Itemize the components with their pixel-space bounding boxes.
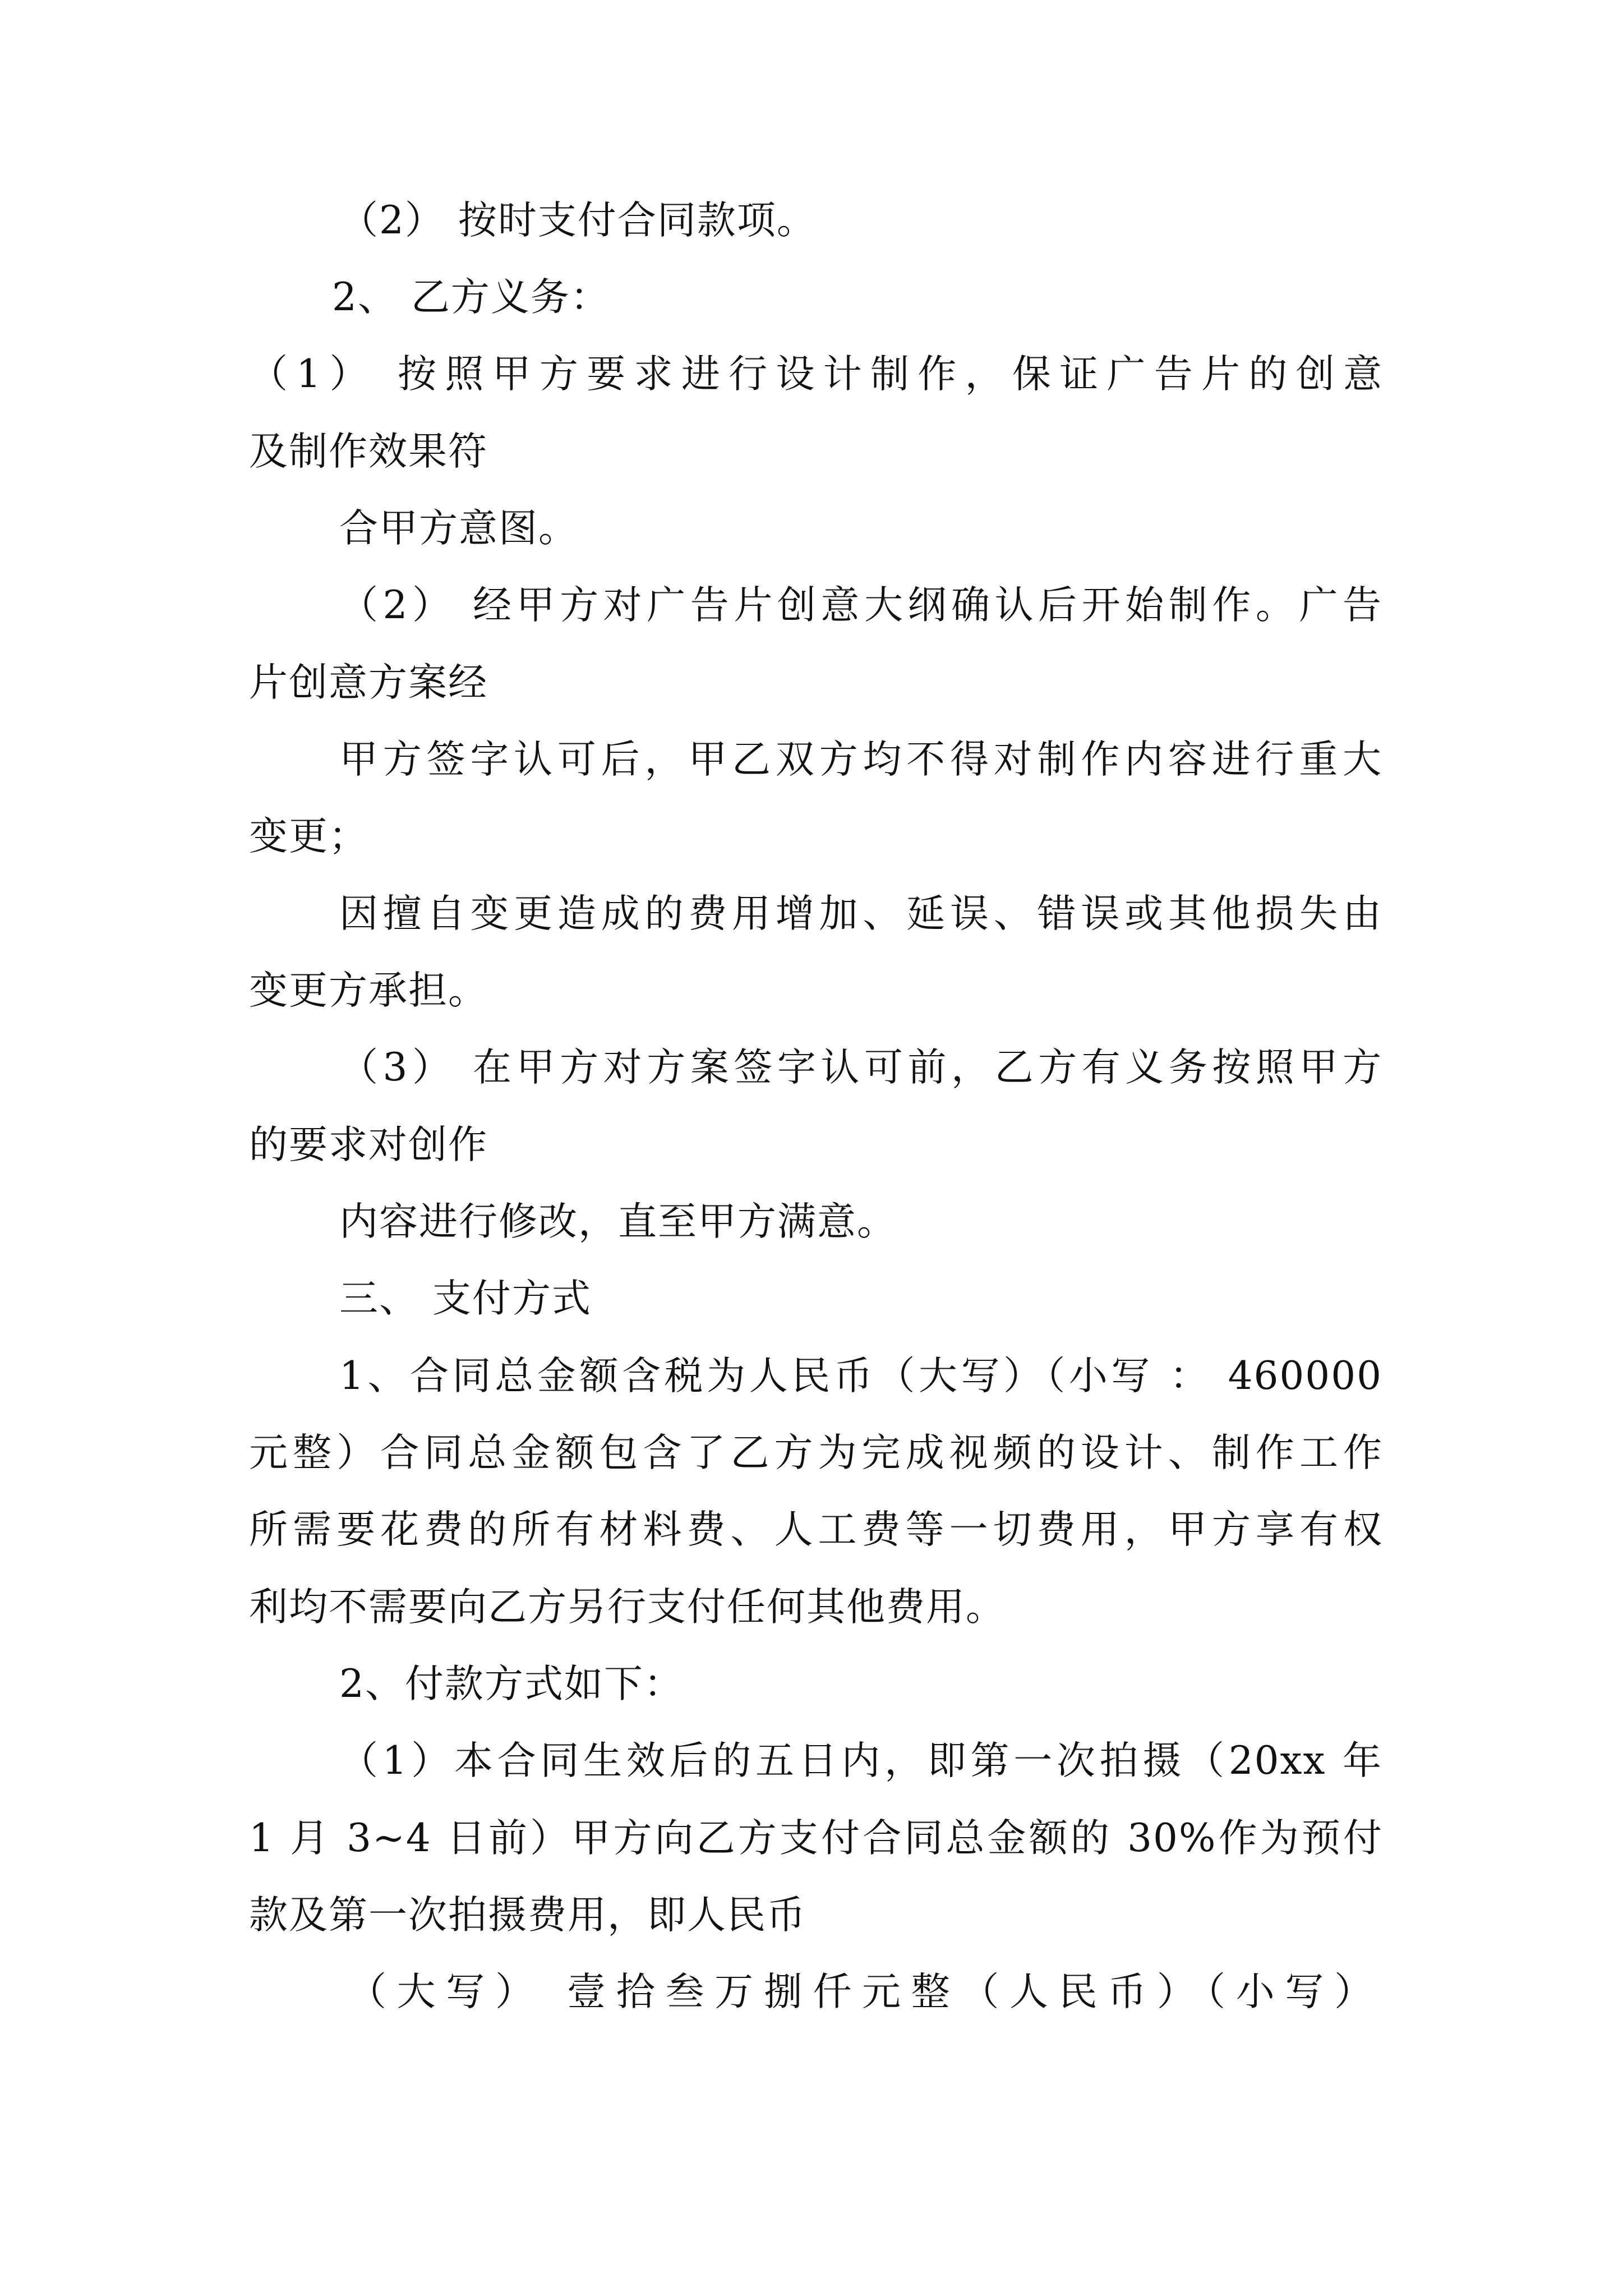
text-line: 内容进行修改，直至甲方满意。 <box>339 1199 897 1244</box>
text-line: 1、合同总金额含税为人民币（大写）（小写 ： 460000 <box>339 1354 1382 1398</box>
text-line: 片创意方案经 <box>249 660 488 705</box>
text-line: 合甲方意图。 <box>339 506 578 551</box>
text-line: 元整）合同总金额包含了乙方为完成视频的设计、制作工作 <box>249 1430 1383 1475</box>
text-line: 变更； <box>249 814 368 859</box>
text-line: （大写） 壹拾叁万捌仟元整（人民币）（小写） <box>348 1970 1374 2014</box>
text-line: 款及第一次拍摄费用，即人民币 <box>249 1893 806 1938</box>
text-line: 2、 乙方义务： <box>332 275 610 320</box>
text-line: 及制作效果符 <box>249 429 488 474</box>
text-line: 利均不需要向乙方另行支付任何其他费用。 <box>249 1585 1006 1630</box>
text-line: 2、付款方式如下： <box>339 1662 684 1706</box>
text-line: （2） 经甲方对广告片创意大纲确认后开始制作。广告 <box>339 583 1382 628</box>
section-heading: 三、 支付方式 <box>339 1276 592 1321</box>
text-line: 甲方签字认可后，甲乙双方均不得对制作内容进行重大 <box>339 737 1382 782</box>
text-line: （1）本合同生效后的五日内，即第一次拍摄（20xx 年 <box>339 1738 1382 1783</box>
text-line: 变更方承担。 <box>249 968 488 1013</box>
text-line: （1） 按照甲方要求进行设计制作，保证广告片的创意 <box>249 352 1383 397</box>
text-line: （3） 在甲方对方案签字认可前，乙方有义务按照甲方 <box>339 1045 1382 1090</box>
text-line: 因擅自变更造成的费用增加、延误、错误或其他损失由 <box>339 891 1382 936</box>
text-line: 的要求对创作 <box>249 1122 488 1167</box>
text-line: 所需要花费的所有材料费、人工费等一切费用，甲方享有权 <box>249 1507 1383 1552</box>
text-line: 1 月 3~4 日前）甲方向乙方支付合同总金额的 30%作为预付 <box>249 1816 1383 1861</box>
text-line: （2） 按时支付合同款项。 <box>339 198 817 243</box>
